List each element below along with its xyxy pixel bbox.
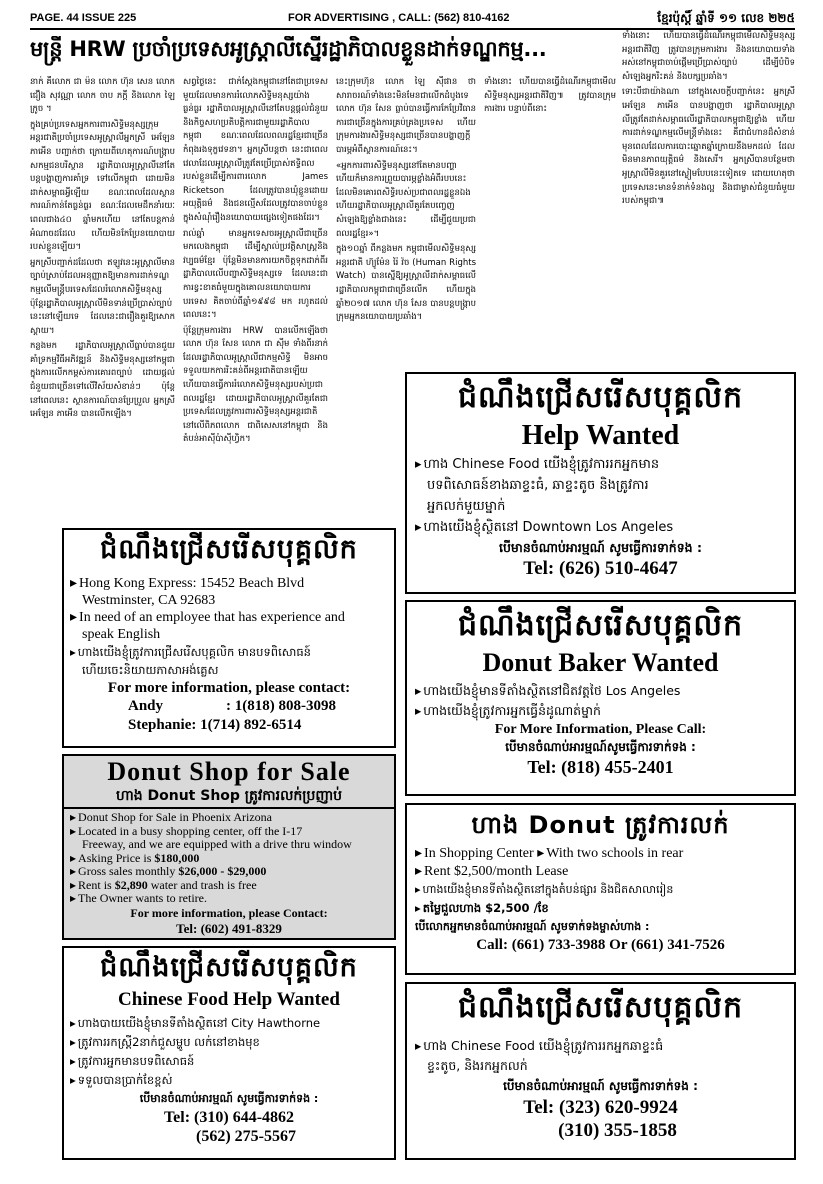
ad-price-line [70, 852, 394, 866]
price-value: $180,000 [154, 851, 200, 865]
article-column-1 [30, 76, 175, 514]
ad-en-title: Help Wanted [521, 420, 680, 451]
price-label: Asking Price is [78, 851, 155, 865]
ad-line: បទពិសោធន៍ខាងឆាខ្ទះធំ, ឆាខ្ទះតូច និងត្រូវការ [427, 478, 649, 493]
ad-phone: Tel: (602) 491-8329 [176, 920, 282, 936]
masthead: ខ្មែរប៉ុស្តិ៍ ឆ្នាំទី ១១ លេខ ២២៥ [657, 11, 795, 25]
ad-text: ▸ In Shopping Center [415, 846, 534, 861]
rent-suffix: water and trash is free [147, 878, 257, 892]
ad-info: For More Information, Please Call: [494, 722, 707, 737]
ad-line: ▸ ត្រូវការអ្នកមានបទពិសោធន៍ [70, 1052, 394, 1071]
ad-cta: បើមានចំណាប់អារម្មណ៍សូមធ្វើការទាក់ទង : [505, 740, 696, 754]
article-column-4 [622, 30, 795, 366]
ad-line: ▸ The Owner wants to retire. [70, 892, 394, 906]
ad-kh-subtitle: ហាង Donut Shop ត្រូវការលក់ប្រញាប់ [64, 786, 394, 809]
paragraph: សព្វថ្ងៃនេះ ជាក់ស្ដែងកម្ពុជានៅតែជាប្រទេសមួយដែលមានការរំលោភសិទ្ធិមនុស្សយ៉ាងធ្ងន់ធ្ងរ រដ្ឋាភិបាលអូស្ត្រាលីនៅតែបន្តផ្ដល់ជំនួយ និងកិច្ចសហប្រតិបត្តិការជាមួយរដ្ឋាភិបាលកម្ពុជា ខណៈពេលដែលពលរដ្ឋខ្មែរជាច្រើនកំពុងរងទុក្ខវេទនា។ អ្នកស្រីបន្ដថា នេះជាពេលវេលាដែលអូស្ត្រាលីត្រូវតែប្រើប្រាស់ឥទ្ធិពលរបស់ខ្លួនដើម្បីការពារលោក James Ricketson ដែលត្រូវបានឃុំខ្លួនដោយអយុត្តិធម៌ និងជនល្មើសដែលត្រូវបានចាប់ខ្លួន ក្នុងសំណុំរឿងនយោបាយផ្សេងទៀតផងដែរ។ [183, 77, 328, 223]
ad-contact-andy [64, 697, 394, 716]
ad-line: ▸ In need of an employee that has experience and [70, 609, 394, 626]
ad-contact-title: For more information, please contact: [107, 680, 351, 696]
ad-en-title: Donut Baker Wanted [482, 648, 719, 677]
ad-line: ▸ Donut Shop for Sale in Phoenix Arizona [70, 811, 394, 825]
ad-line: ហើយចេះនិយាយភាសាអង់គ្លេស [82, 663, 219, 677]
ad-hong-kong-express [62, 528, 396, 748]
ad-line: ▸ ហាងយើងខ្ញុំត្រូវការអ្នកធ្វើនំដូណាត់ម្នាក់ [415, 701, 794, 721]
ad-text: ▸ With two schools in rear [537, 846, 683, 861]
contact-name: Stephanie [128, 717, 192, 733]
ad-cta: បើលោកអ្នកមានចំណាប់អារម្មណ៍ សូមទាក់ទងម្ចាស់ហាង : [415, 920, 650, 933]
ad-phone: Tel: (818) 455-2401 [527, 757, 674, 777]
ad-kh-title: ជំណឹងជ្រើសរើសបុគ្គលិក [100, 534, 358, 565]
ad-contact-stephanie [64, 716, 394, 735]
ad-kh-title: ជំណឹងជ្រើសរើសបុគ្គលិក [457, 380, 744, 415]
ad-chinese-food-2 [405, 982, 796, 1160]
ad-donut-lease [405, 803, 796, 975]
ad-kh-title: ជំណឹងជ្រើសរើសបុគ្គលិក [457, 990, 744, 1025]
ad-line: ខ្ទះតូច, និងរកអ្នកលក់ [427, 1058, 528, 1073]
paragraph: កន្លងមក រដ្ឋាភិបាលអូស្ត្រាលីធ្លាប់បានជួយគាំទ្រកម្មវិធីអភិវឌ្ឍន៍ និងសិទ្ធិមនុស្សនៅកម្ពុជា ក្នុងការលើកកម្ពស់ការគោរពច្បាប់ ដោយផ្ដល់ជំនួយជាច្រើនទៅលើវិស័យសំខាន់ៗ ប៉ុន្តែនៅពេលនេះ ស្ថានការណ៍បានប្រែប្រួល អ្នកស្រី អេឡែន ភាអើន បានលើកឡើង។ [30, 341, 175, 420]
ad-line: ▸ Rent $2,500/month Lease [415, 863, 794, 881]
ad-line: ▸ ហាងយើងខ្ញុំមានទីតាំងស្ថិតនៅក្នុងតំបន់ផ្សារ និងជិតសាលារៀន [415, 881, 794, 899]
ad-phone: Tel: (323) 620-9924 [523, 1097, 678, 1118]
ad-gross-line [70, 865, 394, 879]
ad-donut-sale [62, 754, 396, 940]
paragraph: ទាំងនោះ ហើយបានធ្វើដំណើរកម្ពុជាមើល សិទ្ធិមនុស្សអន្តរជាតិវិញ៕ ត្រូវបានក្រុមការងារ បន្ទាប់ពីនោះ [484, 77, 616, 115]
ad-line: ▸ Hong Kong Express: 15452 Beach Blvd [70, 575, 394, 592]
ad-phone: Call: (661) 733-3988 Or (661) 341-7526 [476, 937, 725, 953]
ad-phone: Tel: (310) 644-4862 [163, 1109, 295, 1126]
ad-line: Freeway, and we are equipped with a drive thru window [82, 838, 352, 851]
paragraph: ប៉ុន្តែក្រុមការងារ HRW បានលើកឡើងថា លោក ហ៊ុន សែន លោក ជា ស៊ីម ទាំងពីរនាក់ដែលរដ្ឋាភិបាលអូស្ត្រាលីជាកម្មសិទ្ធិ មិនអាចទទួលយកការរិះគន់ពីអន្តរជាតិបានឡើយ ហើយបានធ្វើការរំលោភសិទ្ធិមនុស្សរបស់ប្រជាពលរដ្ឋខ្មែរ ដោយរដ្ឋាភិបាលអូស្ត្រាលីគួរតែជាប្រទេសដែលត្រូវការពារសិទ្ធិមនុស្សអន្តរជាតិនៅលើពិភពលោក ជាពិសេសនៅកម្ពុជា និងតំបន់អាស៊ីប៉ាស៊ីហ្វិក។ [183, 325, 328, 445]
ad-chinese-food-hawthorne [62, 946, 396, 1160]
article-column-3 [336, 76, 476, 366]
article-headline: មន្ត្រី HRW ប្រចាំប្រទេសអូស្ត្រាលីស្នើរដ្ឋាភិបាលខ្លួនដាក់ទណ្ឌកម្ម... [30, 37, 547, 61]
paragraph: ក្នុងគ្រប់ប្រទេសអ្នកការពារសិទ្ធិមនុស្សក្រុមអន្តរជាតិប្រចាំប្រទេសអូស្ត្រាលីអ្នកស្រី អេឡែន ភាអើន បញ្ជាក់ថា ក្រោយពីហេតុការណ៍បង្ក្រាបសកម្មជនបរិស្ថាន រដ្ឋាភិបាលអូស្ត្រាលីនៅតែបន្តបង្ហាញការគាំទ្រ ទៅលើកម្ពុជា ដោយមិនដាក់សម្ពាធអ្វីឡើយ ខណៈពេលដែលស្ថានការណ៍កាន់តែធ្ងន់ធ្ងរ ខណៈដែលមេដឹកនាំរយៈពេលជាង៤០ ឆ្នាំមកហើយ នៅតែបន្តកាន់អំណាចដដែល ហើយមិនកែប្រែនយោបាយរបស់ខ្លួនឡើយ។ [30, 119, 175, 253]
ad-en-title: Chinese Food Help Wanted [118, 989, 340, 1010]
paragraph: ទាំងនោះ ហើយបានធ្វើដំណើរកម្ពុជាមើលសិទ្ធិមនុស្សអន្តរជាតិវិញ ត្រូវបានក្រុមការងារ និងនយោបាយទាំងអស់នៅកម្ពុជាចាប់ផ្តើមប្រើប្រាស់ច្បាប់ ដើម្បីបំបិទសំឡេងអ្នករិះគន់ និងបក្សប្រឆាំង។ [622, 31, 795, 82]
ad-line: អ្នកលក់មួយម្នាក់ [427, 499, 506, 514]
ad-phone: Tel: (626) 510-4647 [523, 558, 678, 579]
contact-phone: : 1(714) 892-6514 [191, 717, 302, 733]
rent-value: $2,890 [114, 878, 148, 892]
ad-line: ▸ ត្រូវការរកស្ត្រី2នាក់ជួសម្ហូប លក់នៅខាងមុខ [70, 1033, 394, 1052]
ad-line: ▸ ហាង Chinese Food យើងខ្ញុំត្រូវការរកអ្នកមាន [415, 454, 794, 475]
paragraph: អ្នកស្រីបញ្ជាក់ដដែលថា ឥឡូវនេះអូស្ត្រាលីមានច្បាប់ស្រាប់ដែលអនុញ្ញាតឱ្យមានការដាក់ទណ្ឌកម្មលើមន្ត្រីបរទេសដែលរំលោភសិទ្ធិមនុស្ស ប៉ុន្តែរដ្ឋាភិបាលអូស្ត្រាលីមិនទាន់ប្រើប្រាស់ច្បាប់នេះនៅឡើយទេ ដែលនេះជារឿងគួរឱ្យសោកស្ដាយ។ [30, 257, 175, 336]
paragraph: រាល់ឆ្នាំ មានអ្នកទេសចរអូស្ត្រាលីជាច្រើនមកលេងកម្ពុជា ដើម្បីស្គាល់ប្រវត្តិសាស្ត្រនិងវប្បធម៌ខ្មែរ ប៉ុន្តែមិនមានការយកចិត្តទុកដាក់ពីរដ្ឋាភិបាលលើបញ្ហាសិទ្ធិមនុស្សទេ ដែលនេះជាការខ្វះខាតធំមួយក្នុងគោលនយោបាយការបរទេស គិតចាប់ពីឆ្នាំ១៩៩៨ មក រហូតដល់ពេលនេះ។ [183, 228, 328, 321]
ad-line: ▸ Located in a busy shopping center, off the I-17 [70, 825, 394, 839]
gross-label: Gross sales monthly [78, 865, 179, 878]
ad-rent-line [70, 879, 394, 893]
page-issue: PAGE. 44 ISSUE 225 [30, 12, 137, 24]
ad-kh-title: ហាង Donut ត្រូវការលក់ [471, 811, 730, 839]
ad-line: ▸ ហាងបាយយើងខ្ញុំមានទីតាំងស្ថិតនៅ City Hawthorne [70, 1014, 394, 1033]
ad-help-wanted [405, 372, 796, 594]
ad-cta: បើមានចំណាប់អារម្មណ៍ សូមធ្វើការទាក់ទង : [139, 1092, 319, 1105]
paragraph: នាក់ គឺលោក ជា ម៉ន លោក ហ៊ុន សេន លោក ជឿង សុវណ្ណា លោក ចាប ភក្ដី និងលោក ឡៃ ក្រូច ។ [30, 77, 175, 115]
ad-cta: បើមានចំណាប់អារម្មណ៍ សូមធ្វើការទាក់ទង : [499, 540, 702, 555]
ad-cta: បើមានចំណាប់អារម្មណ៍ សូមធ្វើការទាក់ទង : [503, 1079, 698, 1093]
paragraph: ទោះបីជាយ៉ាងណា នៅក្នុងសេចក្ដីបញ្ជាក់នេះ អ្នកស្រី អេឡែន ភាអើន បានបង្ហាញថា រដ្ឋាភិបាលអូស្ត្រាលីត្រូវតែដាក់សម្ពាធលើរដ្ឋាភិបាលកម្ពុជាឱ្យខ្លាំង ហើយការដាក់ទណ្ឌកម្មលើមន្ត្រីទាំងនេះ គឺជាជំហានដ៏សំខាន់ មុនពេលដែលការបោះឆ្នោតឆ្នាំក្រោយនឹងមកដល់ ដែលមិនមានភាពយុត្តិធម៌ និងសេរី។ អ្នកស្រីបានបន្ថែមថា អូស្ត្រាលីមិនគួរនៅស្ងៀមបែបនេះទៀតទេ ដោយហេតុថា ប្រទេសនេះមានទំនាក់ទំនងល្អ និងជាម្ចាស់ជំនួយធំមួយរបស់កម្ពុជា៕ [622, 87, 795, 207]
ad-kh-title: ជំណឹងជ្រើសរើសបុគ្គលិក [100, 952, 358, 983]
rent-label: Rent is [78, 878, 115, 892]
page-header [30, 8, 795, 30]
ad-phone: (310) 355-1858 [558, 1120, 677, 1141]
ad-line [415, 845, 794, 863]
ad-line: Westminster, CA 92683 [82, 593, 216, 608]
ad-line: ▸ ទទួលបានប្រាក់ខែខ្ពស់ [70, 1071, 394, 1090]
ad-line: ▸ តម្លៃជួលហាង $2,500 /ខែ [415, 899, 794, 918]
article-column-2 [183, 76, 328, 514]
contact-name: Andy [128, 698, 164, 714]
ad-line: ▸ ហាង Chinese Food យើងខ្ញុំត្រូវការរកអ្នកឆាខ្ទះធំ [415, 1036, 794, 1056]
gross-value: $26,000 - $29,000 [178, 865, 267, 878]
ad-donut-baker [405, 600, 796, 796]
ad-phone: (562) 275-5567 [196, 1128, 296, 1145]
ad-line: speak English [82, 627, 161, 642]
ad-line: ▸ ហាងយើងខ្ញុំស្ថិតនៅ Downtown Los Angeles [415, 517, 794, 538]
ad-line: ▸ ហាងយើងខ្ញុំត្រូវការជ្រើសរើសបុគ្គលិក មានបទពិសោធន៍ [70, 643, 394, 661]
article-column-3b [484, 76, 616, 366]
paragraph: ក្នុង១០ឆ្នាំ ពីកន្លងមក កម្ពុជាមើលសិទ្ធិមនុស្សអន្តរជាតិ ហ៊្យូម៉ែន រ៉ៃ វ៉ច (Human Rights Watch) បានស្នើឱ្យអូស្ត្រាលីដាក់សម្ពាធលើរដ្ឋាភិបាលកម្ពុជាជាច្រើនលើក ហើយក្នុងឆ្នាំ២០១៧ លោក ហ៊ុន សែន បានបន្តបង្ក្រាបក្រុមអ្នកនយោបាយប្រឆាំង។ [336, 244, 476, 323]
paragraph: «អ្នកការពារសិទ្ធិមនុស្សនៅតែមានបញ្ហា ហើយក៏មានការព្រួយបារម្ភខ្លាំងអំពីរបបនេះ ដែលមិនគោរពសិទ្ធិរបស់ប្រជាពលរដ្ឋខ្លួនឯង ហើយរដ្ឋាភិបាលអូស្ត្រាលីគួរតែបញ្ចេញសំឡេងឱ្យខ្លាំងជាងនេះ ដើម្បីជួយប្រជាពលរដ្ឋខ្មែរ»។ [336, 160, 476, 239]
contact-phone: : 1(818) 808-3098 [226, 698, 336, 714]
paragraph: នេះក្រុមហ៊ុន លោក ឡៃ ស៊ីផាន ថា សារាចរណ៍ទាំងនេះមិនមែនជាលើកដំបូងទេ លោក ហ៊ុន សែន ធ្លាប់បានធ្វើការកែប្រែវិធានការជាច្រើនក្នុងការគ្រប់គ្រងប្រទេស ហើយក្រុមការងារសិទ្ធិមនុស្សជាច្រើនបានបង្ហាញក្ដីបារម្ភអំពីស្ថានការណ៍នេះ។ [336, 77, 476, 155]
ad-kh-title: ជំណឹងជ្រើសរើសបុគ្គលិក [457, 608, 744, 643]
ad-contact-title: For more information, please Contact: [130, 905, 328, 920]
ad-en-title: Donut Shop for Sale [107, 757, 351, 786]
ad-line: ▸ ហាងយើងខ្ញុំមានទីតាំងស្ថិតនៅជិតវត្តថៃ Los Angeles [415, 681, 794, 701]
advertising-contact: FOR ADVERTISING , CALL: (562) 810-4162 [288, 12, 510, 24]
